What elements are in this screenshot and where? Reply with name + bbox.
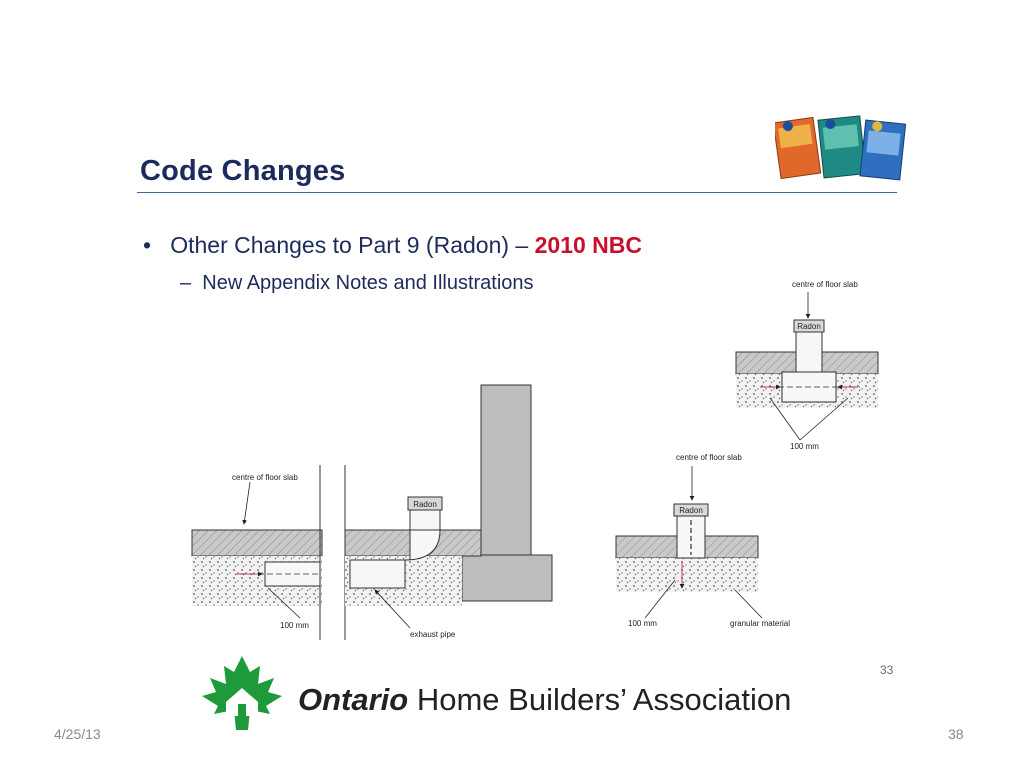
centre-slab-label-3: centre of floor slab [676,453,742,462]
maple-leaf-logo-icon [200,654,284,734]
100mm-label-1: 100 mm [280,621,309,630]
bullet-main-text: Other Changes to Part 9 (Radon) – [170,232,535,258]
radon-label-2: Radon [797,322,821,331]
radon-label-1: Radon [413,500,437,509]
bullet-dash: – [180,272,203,294]
bullet-dot: • [143,232,171,258]
organization-name [298,682,791,718]
detail-diagram-bottom [616,453,790,628]
org-name-bold: Ontario [298,682,409,717]
100mm-label-3: 100 mm [628,619,657,628]
granular-material-label: granular material [730,619,791,628]
centre-slab-label-2: centre of floor slab [792,280,858,289]
exhaust-pipe-label: exhaust pipe [410,630,456,639]
slide-title: Code Changes [140,155,346,187]
slide-date: 4/25/13 [54,726,101,742]
slide-number: 38 [948,726,964,742]
bullet-highlight: 2010 NBC [534,232,642,258]
bullet-sub-text: New Appendix Notes and Illustrations [202,272,534,294]
centre-slab-label-1: centre of floor slab [232,473,298,482]
detail-diagram-top [736,280,878,451]
org-name-rest: Home Builders’ Association [408,682,792,717]
radon-label-3: Radon [679,506,703,515]
100mm-label-2: 100 mm [790,442,819,451]
main-section-diagram [178,385,558,640]
inner-page-number: 33 [880,663,894,677]
